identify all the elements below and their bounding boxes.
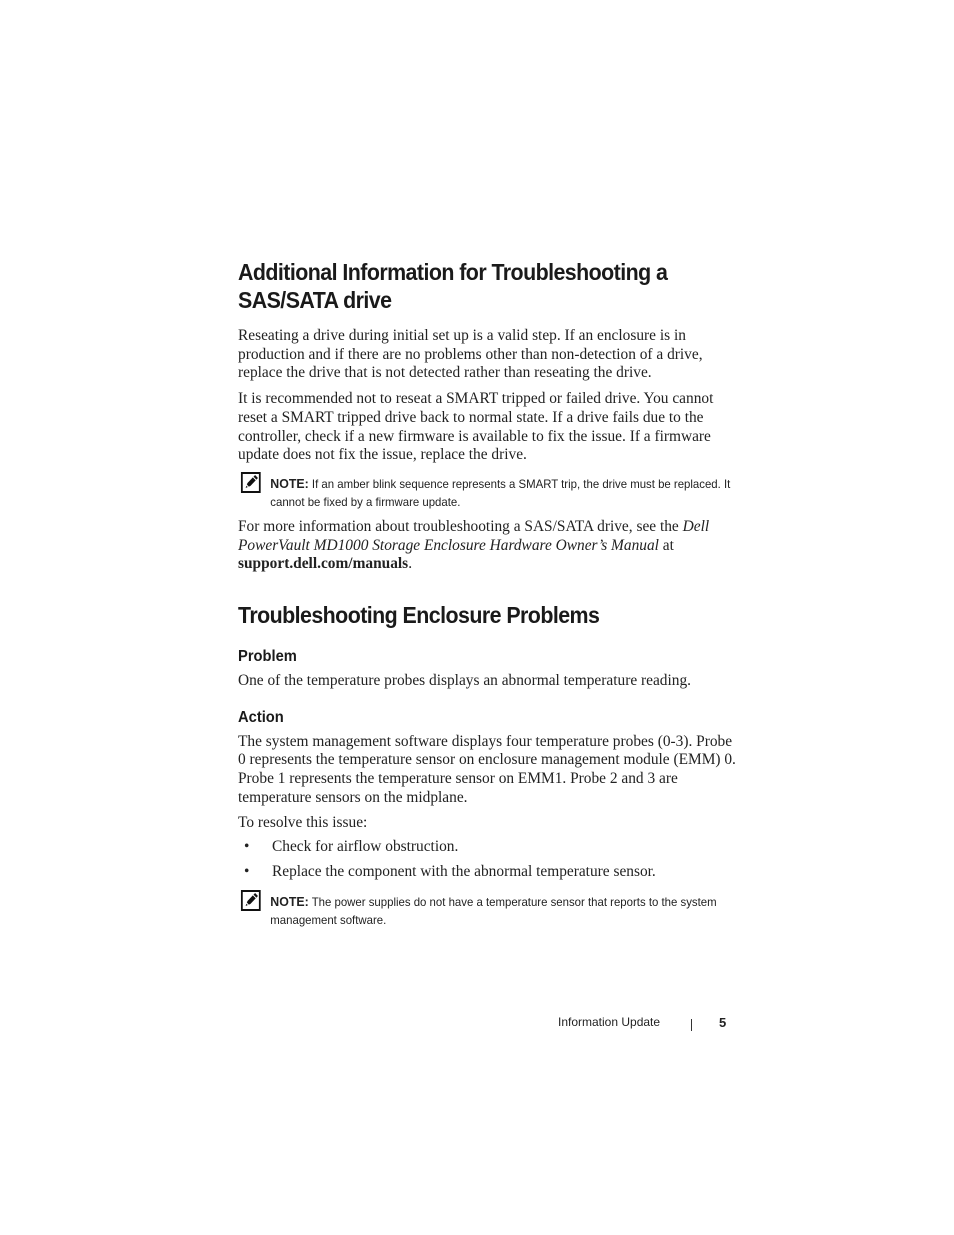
list-item bbox=[238, 838, 738, 857]
paragraph-more-info bbox=[238, 518, 738, 574]
action-heading: Action bbox=[238, 708, 284, 726]
list-item-text: Check for airflow obstruction. bbox=[272, 838, 459, 856]
note-text: The power supplies do not have a temperature sensor that reports to the system management software. bbox=[270, 894, 717, 927]
note-pencil-icon bbox=[241, 472, 261, 493]
support-link[interactable]: support.dell.com/manuals bbox=[238, 555, 409, 573]
note-pencil-icon bbox=[241, 890, 261, 911]
more-info-prefix: For more information about troubleshooting a SAS/SATA drive, see the bbox=[238, 517, 683, 535]
note-text: If an amber blink sequence represents a SMART trip, the drive must be replaced. It cannot be fixed by a firmware update. bbox=[270, 476, 731, 509]
note-label: NOTE: bbox=[270, 475, 309, 491]
action-text: The system management software displays four temperature probes (0-3). Probe 0 represents the temperature sensor on enclosure management module (EMM) 0. Probe 1 represents the temperature sensor on EMM1. Probe 2 and 3 are temperature sensors on the midplane. bbox=[238, 732, 736, 806]
note-smart-trip bbox=[238, 475, 745, 511]
bullet-icon: • bbox=[244, 862, 250, 880]
resolve-intro: To resolve this issue: bbox=[238, 813, 368, 831]
more-info-middle: at bbox=[658, 536, 674, 554]
problem-text: One of the temperature probes displays an abnormal temperature reading. bbox=[238, 672, 691, 690]
problem-heading: Problem bbox=[238, 648, 297, 666]
section-heading-enclosure: Troubleshooting Enclosure Problems bbox=[238, 602, 600, 629]
more-info-suffix: . bbox=[408, 555, 413, 573]
section-heading-sas-sata: Additional Information for Troubleshooting a SAS/SATA drive bbox=[238, 259, 668, 313]
resolve-list bbox=[238, 838, 738, 881]
note-label: NOTE: bbox=[270, 893, 309, 909]
page-number: 5 bbox=[719, 1015, 727, 1030]
page-content bbox=[238, 258, 738, 929]
list-item bbox=[238, 863, 738, 882]
page-footer bbox=[558, 1015, 738, 1029]
note-power-supplies bbox=[238, 893, 745, 929]
bullet-icon: • bbox=[244, 838, 250, 856]
list-item-text: Replace the component with the abnormal temperature sensor. bbox=[272, 862, 656, 880]
manual-title: Dell PowerVault MD1000 Storage Enclosure Hardware Owner’s Manual bbox=[238, 517, 710, 554]
footer-divider bbox=[691, 1019, 692, 1031]
paragraph-smart-tripped: It is recommended not to reseat a SMART tripped or failed drive. You cannot reset a SMART tripped drive back to normal state. If a drive fails due to the controller, check if a new firmware is available to fix the issue. If a firmware update does not fix the issue, replace the drive. bbox=[238, 390, 714, 464]
paragraph-reseating: Reseating a drive during initial set up is a valid step. If an enclosure is in production and if there are no problems other than non-detection of a drive, replace the drive that is not detected rather than reseating the drive. bbox=[238, 327, 703, 382]
footer-title: Information Update bbox=[558, 1015, 661, 1029]
